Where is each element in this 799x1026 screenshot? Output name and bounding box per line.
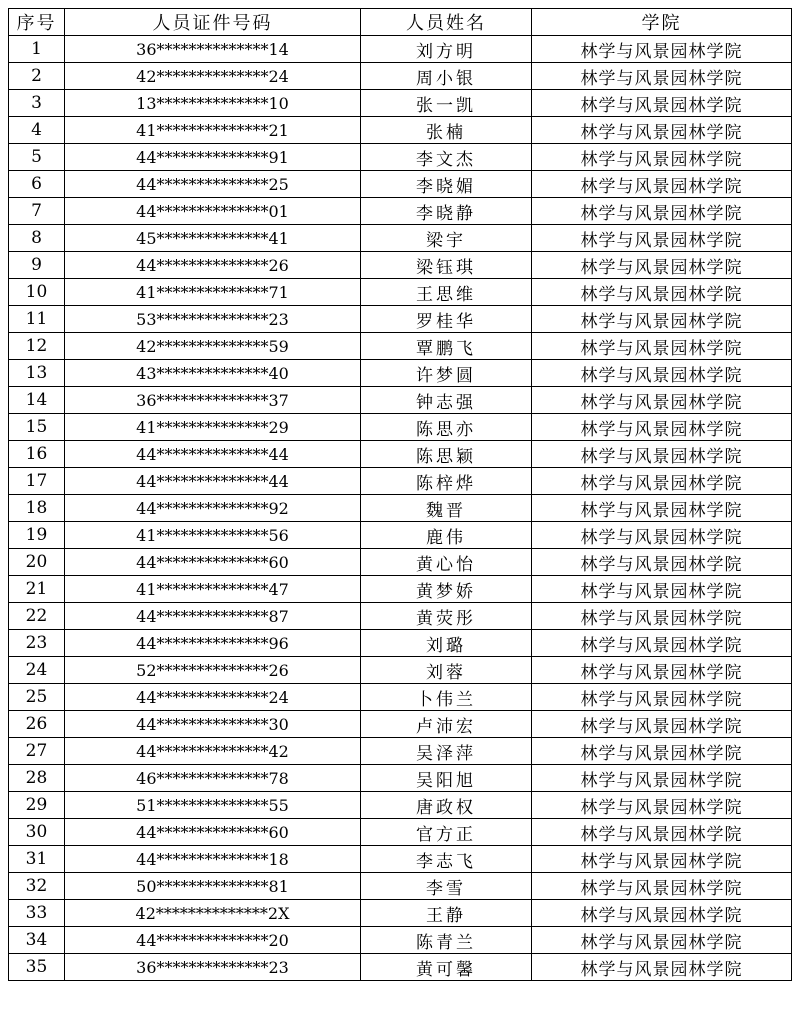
- college-cell: 林学与风景园林学院: [532, 90, 792, 117]
- table-row: [9, 522, 792, 549]
- person-name-cell: 李晓媚: [361, 171, 532, 198]
- person-name-cell: 张楠: [361, 117, 532, 144]
- college-cell: 林学与风景园林学院: [532, 360, 792, 387]
- person-name-cell: 黄可馨: [361, 954, 532, 981]
- college-cell: 林学与风景园林学院: [532, 900, 792, 927]
- college-cell: 林学与风景园林学院: [532, 117, 792, 144]
- person-name-cell: 魏晋: [361, 495, 532, 522]
- header-row: [9, 9, 792, 36]
- id-number-cell: 44**************01: [65, 198, 361, 225]
- table-row: [9, 603, 792, 630]
- person-name-cell: 王静: [361, 900, 532, 927]
- person-name-cell: 黄荧彤: [361, 603, 532, 630]
- table-row: [9, 63, 792, 90]
- serial-number-cell: 7: [9, 198, 65, 225]
- serial-number-cell: 1: [9, 36, 65, 63]
- id-number-cell: 44**************87: [65, 603, 361, 630]
- person-name-cell: 周小银: [361, 63, 532, 90]
- college-cell: 林学与风景园林学院: [532, 414, 792, 441]
- serial-number-cell: 3: [9, 90, 65, 117]
- college-cell: 林学与风景园林学院: [532, 630, 792, 657]
- serial-number-cell: 12: [9, 333, 65, 360]
- id-number-cell: 44**************30: [65, 711, 361, 738]
- serial-number-cell: 21: [9, 576, 65, 603]
- college-cell: 林学与风景园林学院: [532, 765, 792, 792]
- college-cell: 林学与风景园林学院: [532, 36, 792, 63]
- id-number-cell: 42**************2X: [65, 900, 361, 927]
- college-cell: 林学与风景园林学院: [532, 738, 792, 765]
- person-name-cell: 黄心怡: [361, 549, 532, 576]
- table-row: [9, 36, 792, 63]
- table-row: [9, 684, 792, 711]
- person-name-cell: 陈思颖: [361, 441, 532, 468]
- serial-number-cell: 28: [9, 765, 65, 792]
- person-name-cell: 卜伟兰: [361, 684, 532, 711]
- table-row: [9, 846, 792, 873]
- serial-number-cell: 18: [9, 495, 65, 522]
- college-cell: 林学与风景园林学院: [532, 225, 792, 252]
- id-number-cell: 41**************29: [65, 414, 361, 441]
- serial-number-cell: 35: [9, 954, 65, 981]
- table-row: [9, 144, 792, 171]
- person-name-cell: 吴泽萍: [361, 738, 532, 765]
- id-number-cell: 42**************59: [65, 333, 361, 360]
- table-row: [9, 873, 792, 900]
- college-cell: 林学与风景园林学院: [532, 522, 792, 549]
- id-number-cell: 41**************21: [65, 117, 361, 144]
- table-row: [9, 171, 792, 198]
- id-number-cell: 45**************41: [65, 225, 361, 252]
- header-college: 学院: [532, 9, 792, 36]
- serial-number-cell: 8: [9, 225, 65, 252]
- id-number-cell: 44**************42: [65, 738, 361, 765]
- person-name-cell: 卢沛宏: [361, 711, 532, 738]
- serial-number-cell: 2: [9, 63, 65, 90]
- college-cell: 林学与风景园林学院: [532, 684, 792, 711]
- college-cell: 林学与风景园林学院: [532, 495, 792, 522]
- table-row: [9, 333, 792, 360]
- id-number-cell: 41**************56: [65, 522, 361, 549]
- serial-number-cell: 6: [9, 171, 65, 198]
- serial-number-cell: 32: [9, 873, 65, 900]
- person-name-cell: 钟志强: [361, 387, 532, 414]
- serial-number-cell: 4: [9, 117, 65, 144]
- college-cell: 林学与风景园林学院: [532, 819, 792, 846]
- id-number-cell: 36**************23: [65, 954, 361, 981]
- college-cell: 林学与风景园林学院: [532, 468, 792, 495]
- person-name-cell: 刘璐: [361, 630, 532, 657]
- person-name-cell: 刘方明: [361, 36, 532, 63]
- table-row: [9, 549, 792, 576]
- serial-number-cell: 17: [9, 468, 65, 495]
- person-name-cell: 梁宇: [361, 225, 532, 252]
- college-cell: 林学与风景园林学院: [532, 846, 792, 873]
- header-id-number: 人员证件号码: [65, 9, 361, 36]
- college-cell: 林学与风景园林学院: [532, 792, 792, 819]
- serial-number-cell: 22: [9, 603, 65, 630]
- person-name-cell: 张一凯: [361, 90, 532, 117]
- person-name-cell: 李晓静: [361, 198, 532, 225]
- id-number-cell: 52**************26: [65, 657, 361, 684]
- college-cell: 林学与风景园林学院: [532, 144, 792, 171]
- id-number-cell: 13**************10: [65, 90, 361, 117]
- table-row: [9, 900, 792, 927]
- serial-number-cell: 19: [9, 522, 65, 549]
- college-cell: 林学与风景园林学院: [532, 387, 792, 414]
- person-name-cell: 陈思亦: [361, 414, 532, 441]
- college-cell: 林学与风景园林学院: [532, 441, 792, 468]
- header-serial-number: 序号: [9, 9, 65, 36]
- serial-number-cell: 30: [9, 819, 65, 846]
- id-number-cell: 44**************92: [65, 495, 361, 522]
- table-row: [9, 198, 792, 225]
- id-number-cell: 44**************20: [65, 927, 361, 954]
- id-number-cell: 44**************44: [65, 468, 361, 495]
- person-name-cell: 梁钰琪: [361, 252, 532, 279]
- serial-number-cell: 14: [9, 387, 65, 414]
- serial-number-cell: 5: [9, 144, 65, 171]
- serial-number-cell: 26: [9, 711, 65, 738]
- serial-number-cell: 15: [9, 414, 65, 441]
- table-row: [9, 630, 792, 657]
- table-body: [9, 36, 792, 981]
- id-number-cell: 44**************25: [65, 171, 361, 198]
- college-cell: 林学与风景园林学院: [532, 198, 792, 225]
- person-name-cell: 王思维: [361, 279, 532, 306]
- serial-number-cell: 31: [9, 846, 65, 873]
- person-name-cell: 吴阳旭: [361, 765, 532, 792]
- id-number-cell: 44**************60: [65, 819, 361, 846]
- person-name-cell: 刘蓉: [361, 657, 532, 684]
- table-row: [9, 738, 792, 765]
- college-cell: 林学与风景园林学院: [532, 954, 792, 981]
- table-row: [9, 252, 792, 279]
- table-row: [9, 225, 792, 252]
- table-row: [9, 711, 792, 738]
- table-row: [9, 927, 792, 954]
- id-number-cell: 36**************37: [65, 387, 361, 414]
- serial-number-cell: 9: [9, 252, 65, 279]
- roster-table: [8, 8, 792, 981]
- serial-number-cell: 23: [9, 630, 65, 657]
- table-row: [9, 90, 792, 117]
- table-row: [9, 819, 792, 846]
- table-row: [9, 954, 792, 981]
- table-row: [9, 576, 792, 603]
- college-cell: 林学与风景园林学院: [532, 657, 792, 684]
- person-name-cell: 覃鹏飞: [361, 333, 532, 360]
- table-row: [9, 495, 792, 522]
- table-row: [9, 468, 792, 495]
- table-row: [9, 441, 792, 468]
- college-cell: 林学与风景园林学院: [532, 873, 792, 900]
- id-number-cell: 44**************24: [65, 684, 361, 711]
- id-number-cell: 44**************60: [65, 549, 361, 576]
- college-cell: 林学与风景园林学院: [532, 603, 792, 630]
- table-row: [9, 117, 792, 144]
- college-cell: 林学与风景园林学院: [532, 63, 792, 90]
- id-number-cell: 50**************81: [65, 873, 361, 900]
- serial-number-cell: 11: [9, 306, 65, 333]
- header-person-name: 人员姓名: [361, 9, 532, 36]
- id-number-cell: 53**************23: [65, 306, 361, 333]
- serial-number-cell: 29: [9, 792, 65, 819]
- college-cell: 林学与风景园林学院: [532, 306, 792, 333]
- id-number-cell: 44**************44: [65, 441, 361, 468]
- table-row: [9, 387, 792, 414]
- serial-number-cell: 27: [9, 738, 65, 765]
- id-number-cell: 41**************71: [65, 279, 361, 306]
- id-number-cell: 43**************40: [65, 360, 361, 387]
- serial-number-cell: 34: [9, 927, 65, 954]
- person-name-cell: 陈梓烨: [361, 468, 532, 495]
- serial-number-cell: 24: [9, 657, 65, 684]
- person-name-cell: 李雪: [361, 873, 532, 900]
- id-number-cell: 44**************96: [65, 630, 361, 657]
- college-cell: 林学与风景园林学院: [532, 927, 792, 954]
- person-name-cell: 官方正: [361, 819, 532, 846]
- serial-number-cell: 16: [9, 441, 65, 468]
- serial-number-cell: 10: [9, 279, 65, 306]
- person-name-cell: 唐政权: [361, 792, 532, 819]
- person-name-cell: 李文杰: [361, 144, 532, 171]
- id-number-cell: 44**************26: [65, 252, 361, 279]
- table-row: [9, 414, 792, 441]
- person-name-cell: 罗桂华: [361, 306, 532, 333]
- serial-number-cell: 13: [9, 360, 65, 387]
- id-number-cell: 44**************18: [65, 846, 361, 873]
- id-number-cell: 44**************91: [65, 144, 361, 171]
- id-number-cell: 36**************14: [65, 36, 361, 63]
- table-row: [9, 279, 792, 306]
- college-cell: 林学与风景园林学院: [532, 171, 792, 198]
- serial-number-cell: 25: [9, 684, 65, 711]
- id-number-cell: 51**************55: [65, 792, 361, 819]
- id-number-cell: 42**************24: [65, 63, 361, 90]
- table-row: [9, 360, 792, 387]
- college-cell: 林学与风景园林学院: [532, 549, 792, 576]
- serial-number-cell: 20: [9, 549, 65, 576]
- table-row: [9, 657, 792, 684]
- person-name-cell: 许梦圆: [361, 360, 532, 387]
- college-cell: 林学与风景园林学院: [532, 279, 792, 306]
- college-cell: 林学与风景园林学院: [532, 576, 792, 603]
- id-number-cell: 41**************47: [65, 576, 361, 603]
- table-row: [9, 765, 792, 792]
- person-name-cell: 黄梦娇: [361, 576, 532, 603]
- table-row: [9, 792, 792, 819]
- person-name-cell: 李志飞: [361, 846, 532, 873]
- serial-number-cell: 33: [9, 900, 65, 927]
- id-number-cell: 46**************78: [65, 765, 361, 792]
- college-cell: 林学与风景园林学院: [532, 333, 792, 360]
- table-row: [9, 306, 792, 333]
- college-cell: 林学与风景园林学院: [532, 252, 792, 279]
- person-name-cell: 陈青兰: [361, 927, 532, 954]
- person-name-cell: 鹿伟: [361, 522, 532, 549]
- college-cell: 林学与风景园林学院: [532, 711, 792, 738]
